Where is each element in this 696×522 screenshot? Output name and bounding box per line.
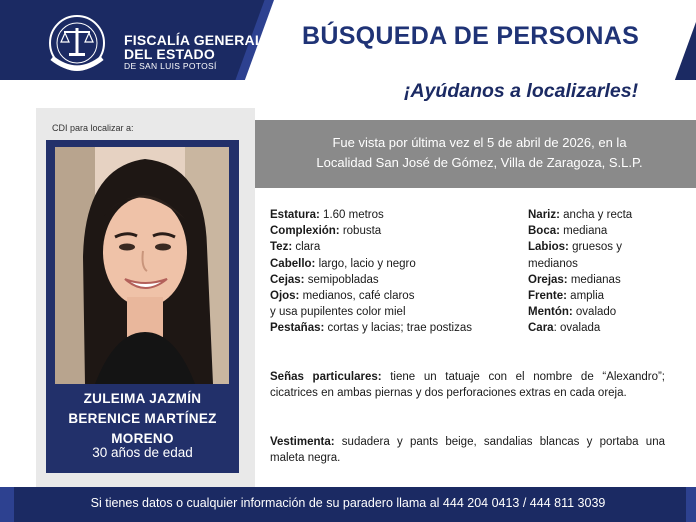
feature-row	[528, 223, 668, 239]
feature-value: mediana	[559, 225, 608, 238]
person-portrait-image	[55, 147, 229, 384]
feature-value: robusta	[339, 225, 382, 238]
feature-row	[270, 320, 520, 336]
feature-row	[270, 256, 520, 272]
distinguishing-marks	[270, 369, 665, 401]
feature-row	[270, 288, 520, 304]
person-photo	[55, 147, 229, 384]
feature-label: Mentón:	[528, 306, 573, 319]
feature-value: semipobladas	[304, 273, 379, 286]
feature-label: Boca:	[528, 225, 560, 238]
feature-label: Labios:	[528, 241, 569, 254]
feature-label: Tez:	[270, 241, 293, 254]
feature-value: amplia	[566, 290, 605, 303]
feature-row	[270, 239, 520, 255]
person-age: 30 años de edad	[92, 445, 193, 460]
last-seen-banner	[255, 120, 696, 188]
feature-row	[528, 207, 668, 223]
feature-value: ancha y recta	[559, 209, 633, 221]
last-seen-line2: Localidad San José de Gómez, Villa de Zaragoza, S.L.P.	[316, 155, 643, 170]
feature-row	[270, 223, 520, 239]
feature-row	[528, 320, 668, 336]
feature-label: Pestañas:	[270, 322, 325, 335]
distinguishing-marks-text: tiene un tatuaje con el nombre de “Alexandro”; cicatrices en ambas piernas y dos perforaciones extras en cada oreja.	[270, 371, 666, 399]
feature-row	[270, 272, 520, 288]
feature-row	[528, 256, 668, 272]
feature-row	[528, 239, 668, 255]
fiscalia-seal-icon	[38, 14, 116, 76]
person-name-line3: MORENO	[111, 431, 174, 446]
feature-label: Nariz:	[528, 209, 560, 221]
feature-row	[528, 304, 668, 320]
org-name-line3: DE SAN LUIS POTOSÍ	[124, 61, 217, 71]
page-title: BÚSQUEDA DE PERSONAS	[302, 22, 640, 50]
feature-value: medianos	[528, 257, 578, 270]
feature-label: Estatura:	[270, 209, 320, 221]
features-left	[270, 207, 520, 337]
feature-label: Orejas:	[528, 273, 568, 286]
feature-row	[528, 288, 668, 304]
contact-info: Si tienes datos o cualquier información de su paradero llama al 444 204 0413 / 444 811 3039	[90, 496, 606, 510]
org-name	[124, 33, 264, 71]
feature-label: Cejas:	[270, 273, 305, 286]
clothing	[270, 434, 665, 466]
feature-value: gruesos y	[568, 241, 622, 254]
org-name-line2: DEL ESTADO	[124, 46, 215, 62]
feature-value: clara	[292, 241, 321, 254]
cdi-label: CDI para localizar a:	[52, 123, 134, 133]
feature-value: ovalado	[572, 306, 617, 319]
header-banner	[0, 0, 696, 80]
features-right	[528, 207, 668, 337]
feature-value: medianas	[567, 273, 621, 286]
feature-value: : ovalada	[553, 322, 601, 335]
clothing-text: sudadera y pants beige, sandalias blancas y portaba una maleta negra.	[270, 436, 665, 464]
footer-banner	[0, 487, 696, 522]
clothing-label: Vestimenta:	[270, 436, 335, 448]
person-name	[46, 389, 239, 449]
org-name-line1: FISCALÍA GENERAL	[124, 32, 264, 48]
distinguishing-marks-label: Señas particulares:	[270, 371, 382, 383]
feature-label: Frente:	[528, 290, 567, 303]
feature-value: 1.60 metros	[319, 209, 384, 221]
feature-row	[528, 272, 668, 288]
feature-row	[270, 207, 520, 223]
feature-row	[270, 304, 520, 320]
person-name-line1: ZULEIMA JAZMÍN	[83, 391, 202, 406]
feature-label: Cara	[528, 322, 554, 335]
feature-label: Complexión:	[270, 225, 340, 238]
feature-label: Cabello:	[270, 257, 316, 270]
person-name-line2: BERENICE MARTÍNEZ	[68, 411, 217, 426]
feature-value: y usa pupilentes color miel	[270, 306, 406, 319]
slogan: ¡Ayúdanos a localizarles!	[404, 80, 639, 102]
last-seen-line1: Fue vista por última vez el 5 de abril de 2026, en la	[332, 135, 627, 150]
feature-label: Ojos:	[270, 290, 300, 303]
feature-value: medianos, café claros	[299, 290, 415, 303]
feature-value: largo, lacio y negro	[315, 257, 416, 270]
feature-value: cortas y lacias; trae postizas	[324, 322, 472, 335]
